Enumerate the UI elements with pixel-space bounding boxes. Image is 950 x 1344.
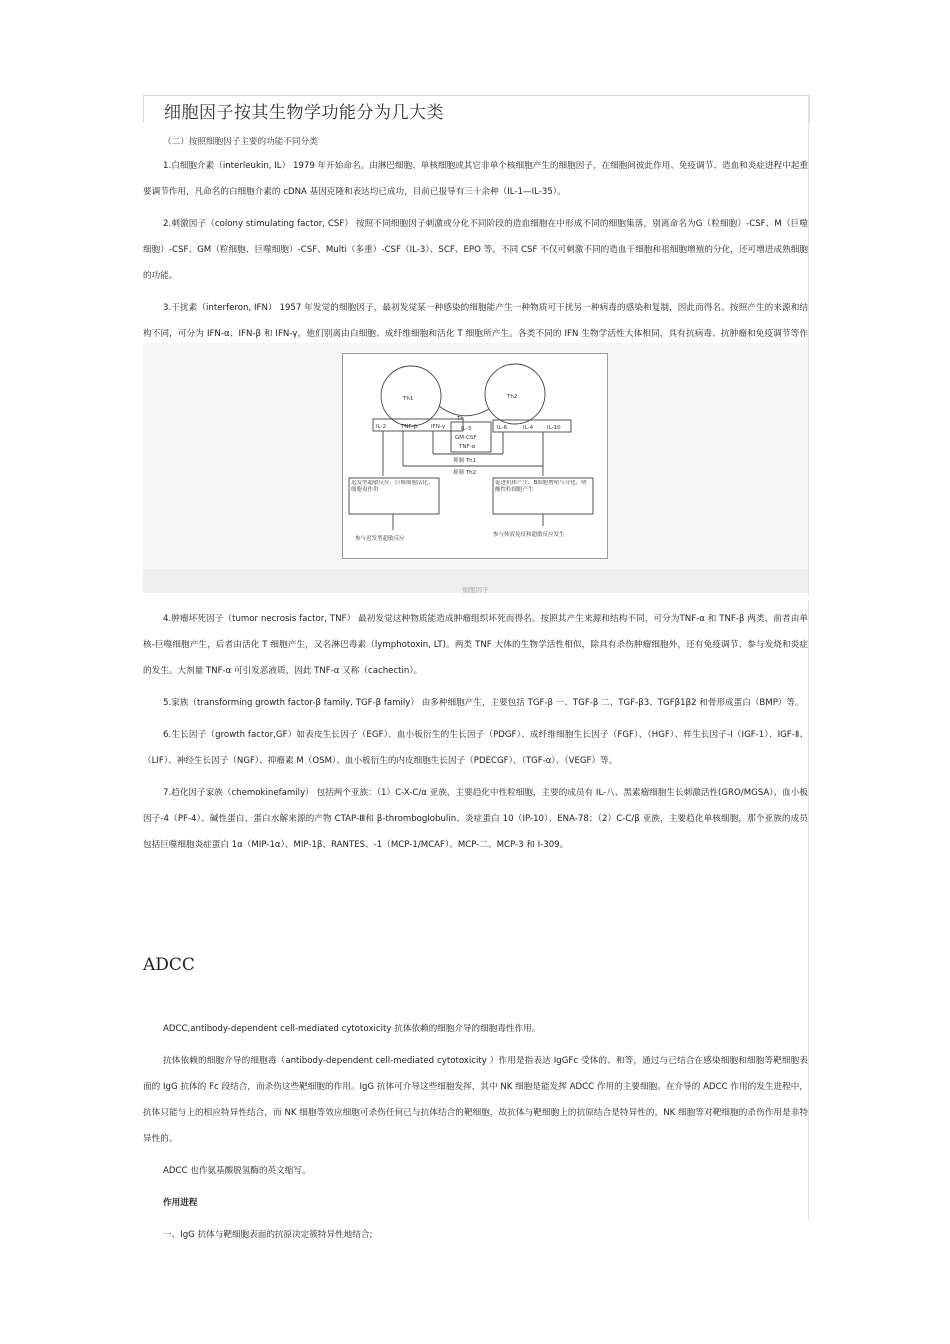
th1-label: Th1	[403, 396, 414, 402]
inhibit-th2-label: 抑制 Th2	[453, 470, 477, 476]
paragraph-tnf: 4.肿瘤坏死因子（tumor necrosis factor, TNF） 最初发觉这种物质能造成肿瘤组织坏死而得名。按照其产生来源和结构不同，可分为TNF-α 和 TNF-β 两类，前者由单核-巨噬细胞产生，后者由活化 T 细胞产生，又名淋巴毒素（lymphotoxin, LT)。两类 TNF 大体的生物学活性相似，除具有杀伤肿瘤细胞外，还有免疫调节、参与发烧和炎症的发生。大剂量 TNF-α 可引发恶液质，因此 TNF-α 又称（cachectin）。	[143, 614, 808, 676]
paragraph-interleukin: 1.白细胞介素（interleukin, IL） 1979 年开始命名。由淋巴细胞、单核细胞或其它非单个核细胞产生的细胞因子，在细胞间彼此作用、免疫调节、造血和炎症进程中起重要调节作用，凡命名的白细胞介素的 cDNA 基因克隆和表达均已成功，目前已报导有三十余种（IL-1—IL-35）。	[143, 161, 808, 197]
il3-label: IL-3	[461, 426, 472, 432]
classification-section-continued	[143, 600, 808, 858]
figure-caption: 细胞因子	[462, 586, 489, 594]
inhibit-th1-label: 抑制 Th1	[453, 458, 477, 464]
adcc-section	[143, 1010, 808, 1248]
paragraph-tgf: 5.家族（transforming growth factor-β family, TGF-β family） 由多种细胞产生，主要包括 TGF-β 一、TGF-β 二、TGF-β3、TGFβ1β2 和骨形成蛋白（BMP）等。	[163, 698, 804, 708]
adcc-heading: ADCC	[143, 955, 195, 975]
il4-label: IL-4	[523, 425, 534, 431]
gmcsf-label: GM-CSF	[455, 435, 477, 441]
left-effect-text: 迟发型超敏反应、巨噬细胞活化、细胞毒作用	[351, 480, 434, 493]
paragraph-interferon: 3.干扰素（interferon, IFN） 1957 年发觉的细胞因子，最初发觉某一种感染的细胞能产生一种物质可干扰另一种病毒的感染和复制，因此而得名。按照产生的来源和结构不同，可分为 IFN-α、IFN-β 和 IFN-γ，他们别离由白细胞、成纤维细胞和活化 T 细胞所产生。各类不同的 IFN 生物学活性大体相同，具有抗病毒、抗肿瘤和免疫调节等作	[143, 303, 808, 339]
page-title: 细胞因子按其生物学功能分为几大类	[164, 103, 444, 123]
process-heading: 作用进程	[163, 1198, 198, 1208]
paragraph-chemokine: 7.趋化因子家族（chemokinefamily） 包括两个亚族：（1）C-X-C/α 亚族，主要趋化中性粒细胞，主要的成员有 IL-八、黑素瘤细胞生长刺激活性(GRO/MGSA）、血小板因子-4（PF-4）、碱性蛋白、蛋白水解来源的产物 CTAP-Ⅲ和 β-thromboglobulin、炎症蛋白 10（IP-10）、ENA-78；（2）C-C/β 亚族，主要趋化单核细胞，那个亚族的成员包括巨噬细胞炎症蛋白 1α（MIP-1α）、MIP-1β、RANTES、-1（MCP-1/MCAF）、MCP-二、MCP-3 和 I-309。	[143, 788, 808, 850]
il2-label: IL-2	[376, 424, 387, 430]
diagram-svg	[343, 354, 607, 558]
th2-label: Th2	[507, 394, 518, 400]
title-bar	[143, 95, 810, 123]
right-effect-text: 促进抗体产生、B细胞增殖与分化、嗜酸性粒细胞产生	[495, 480, 587, 493]
tnfb-label: TNF-β	[401, 424, 418, 430]
right-border-line-lower	[808, 600, 809, 1220]
section-subtitle: （二）按照细胞因子主要的功能不同分类	[163, 137, 318, 147]
right-border-line	[808, 95, 809, 595]
ifng-label: IFN-γ	[431, 424, 446, 430]
paragraph-adcc-definition: ADCC,antibody-dependent cell-mediated cytotoxicity 抗体依赖的细胞介导的细胞毒性作用。	[163, 1024, 541, 1034]
process-step-1: 一、IgG 抗体与靶细胞表面的抗原决定簇特异性地结合;	[163, 1230, 373, 1240]
paragraph-csf: 2.刺激因子（colony stimulating factor, CSF） 按照不同细胞因子刺激或分化不同阶段的造血细胞在中形成不同的细胞集落，别离命名为G（粒细胞）-CSF、M（巨噬细胞）-CSF、GM（粒细胞、巨噬细胞）-CSF、Multi（多重）-CSF（IL-3）、SCF、EPO 等。不同 CSF 不仅可刺激不同的造血干细胞和祖细胞增殖的分化，还可增进成熟细胞的功能。	[143, 219, 808, 281]
right-outcome-label: 参与体液免疫和超敏反应发生	[493, 532, 565, 538]
th-inner-label: Th	[457, 416, 464, 422]
figure-container	[143, 343, 808, 593]
paragraph-adcc-abbrev: ADCC 也作氨基酸脱氢酶的英文缩写。	[163, 1166, 311, 1176]
left-outcome-label: 参与迟发型超敏反应	[355, 536, 405, 542]
tnfa-label: TNF-α	[459, 444, 476, 450]
paragraph-adcc-mechanism: 抗体依赖的细胞介导的细胞毒（antibody-dependent cell-mediated cytotoxicity ）作用是指表达 IgGFc 受体的、和等，通过与已结合在感染细胞和细胞等靶细胞表面的 IgG 抗体的 Fc 段结合，而杀伤这些靶细胞的作用。IgG 抗体可介导这些细胞发挥，其中 NK 细胞是能发挥 ADCC 作用的主要细胞。在介导的 ADCC 作用的发生进程中，抗体只能与上的相应特异性结合，而 NK 细胞等效应细胞可杀伤任何已与抗体结合的靶细胞，故抗体与靶细胞上的抗原结合是特异性的，NK 细胞等对靶细胞的杀伤作用是非特异性的。	[143, 1056, 808, 1144]
th1-th2-diagram	[342, 353, 608, 559]
il10-label: IL-10	[547, 425, 561, 431]
paragraph-growth-factor: 6.生长因子（growth factor,GF）如表皮生长因子（EGF）、血小板衍生的生长因子（PDGF）、成纤维细胞生长因子（FGF）、（HGF）、样生长因子-I（IGF-1）、IGF-Ⅱ、（LIF）、神经生长因子（NGF）、抑瘤素 M（OSM）、血小板衍生的内皮细胞生长因子（PDECGF）、（TGF-α）、（VEGF）等。	[143, 730, 808, 766]
il6-label: IL-6	[497, 425, 508, 431]
classification-section	[143, 128, 808, 373]
